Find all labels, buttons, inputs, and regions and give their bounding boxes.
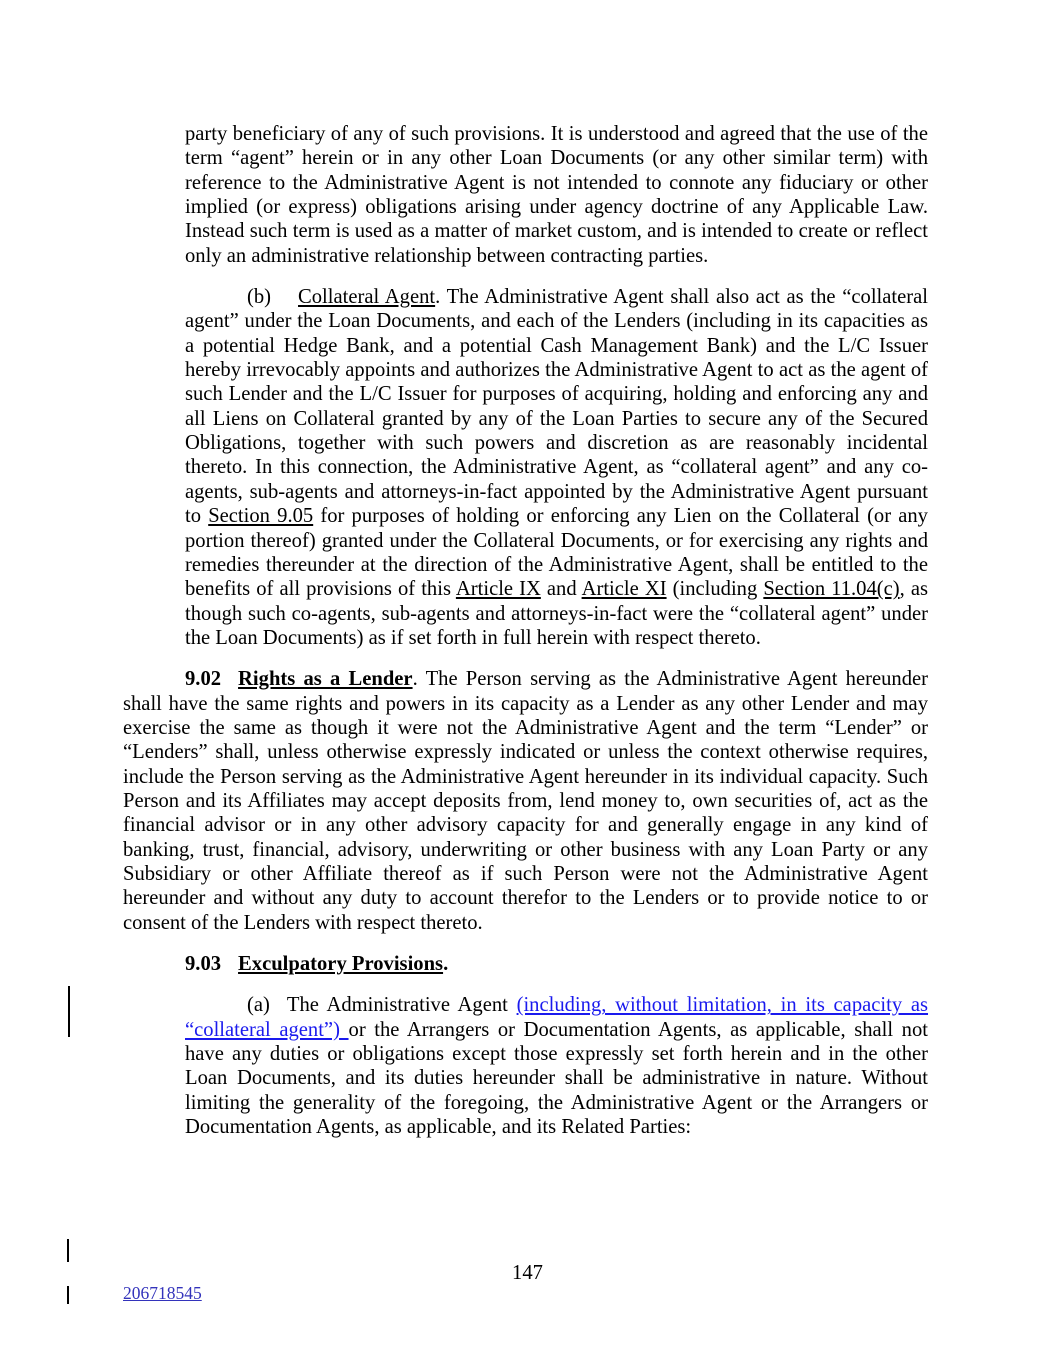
footer-change-bar-1	[67, 1239, 69, 1262]
paragraph-b-collateral-agent	[185, 285, 928, 650]
revision-change-bar	[68, 986, 70, 1037]
footer-change-bar-2	[67, 1286, 69, 1304]
text-segment: (a)	[247, 994, 270, 1017]
text-segment: Collateral Agent	[298, 286, 436, 309]
text-segment: . The Person serving as the Administrative Agent hereunder shall have the same rights and powers in its capacity as a Lender as any other Lender and may exercise the same as though it were not the Administrative Agent and the term “Lender” or “Lenders” shall, unless otherwise expressly indicated or unless the context otherwise requires, include the Person serving as the Administrative Agent hereunder in its individual capacity. Such Person and its Affiliates may accept deposits from, lend money to, own securities of, act as the financial advisor or in any other advisory capacity for and generally engage in any kind of banking, trust, financial, advisory, underwriting or other business with any Loan Party or any Subsidiary or other Affiliate thereof as if such Person were not the Administrative Agent hereunder and without any duty to account therefor to the Lenders or to provide notice to or consent of the Lenders with respect thereto.	[123, 668, 928, 934]
page-number: 147	[512, 1262, 543, 1284]
text-segment: Exculpatory Provisions	[238, 953, 444, 975]
text-segment: .	[443, 953, 449, 975]
text-segment: (including	[666, 578, 764, 601]
paragraph-agent-term-continuation	[185, 122, 928, 268]
text-segment: Rights as a Lender	[238, 668, 413, 691]
text-segment: Section 9.05	[208, 505, 314, 528]
text-segment: 9.02	[185, 668, 222, 691]
section-9-03-exculpatory-heading	[123, 952, 928, 976]
text-segment: (b)	[247, 286, 272, 309]
text-segment: Article IX	[455, 578, 541, 601]
paragraph-a-exculpatory	[185, 993, 928, 1139]
text-segment: for purposes of holding or enforcing any Lien on the Collateral (or any portion thereof) granted under the Collateral Documents, or for exercising any rights and remedies thereunder at the direction of the Administrative Agent, shall be entitled to the benefits of all provisions of this	[185, 505, 928, 601]
text-segment: 9.03	[185, 953, 222, 975]
document-id-link[interactable]: 206718545	[123, 1283, 202, 1303]
section-9-02-rights-as-a-lender	[123, 667, 928, 935]
text-segment: The Administrative Agent	[286, 994, 517, 1017]
text-segment: . The Administrative Agent shall also act as the “collateral agent” under the Loan Documents, and each of the Lenders (including in its capacities as a potential Hedge Bank, and a potential Cash Management Bank) and the L/C Issuer hereby irrevocably appoints and authorizes the Administrative Agent to act as the agent of such Lender and the L/C Issuer for purposes of acquiring, holding and enforcing any and all Liens on Collateral granted by any of the Loan Parties to secure any of the Secured Obligations, together with such powers and discretion as are reasonably incidental thereto. In this connection, the Administrative Agent, as “collateral agent” and any co-agents, sub-agents and attorneys-in-fact appointed by the Administrative Agent pursuant to	[185, 286, 928, 528]
text-segment: Article XI	[581, 578, 667, 601]
text-segment: or the Arrangers or Documentation Agents, as applicable, shall not have any duties or obligations except those expressly set forth herein and in the other Loan Documents, and its duties hereunder shall be administrative in nature. Without limiting the generality of the foregoing, the Administrative Agent or the Arrangers or Documentation Agents, as applicable, and its Related Parties:	[185, 1018, 928, 1139]
document-body	[123, 122, 928, 1156]
text-segment: Section 11.04(c)	[763, 578, 900, 601]
text-segment: , as though such co-agents, sub-agents and attorneys-in-fact were the “collateral agent” under the Loan Documents) as if set forth in full herein with respect thereto.	[185, 578, 928, 649]
inserted-text-segment: (including, without limitation, in its capacity as “collateral agent”)	[185, 994, 929, 1041]
text-segment: and	[540, 578, 582, 601]
revised-paragraph-wrapper	[123, 993, 928, 1139]
text-segment: party beneficiary of any of such provisions. It is understood and agreed that the use of the term “agent” herein or in any other Loan Documents (or any other similar term) with reference to the Administrative Agent is not intended to connote any fiduciary or other implied (or express) obligations arising under agency doctrine of any Applicable Law. Instead such term is used as a matter of market custom, and is intended to create or reflect only an administrative relationship between contracting parties.	[185, 123, 928, 267]
